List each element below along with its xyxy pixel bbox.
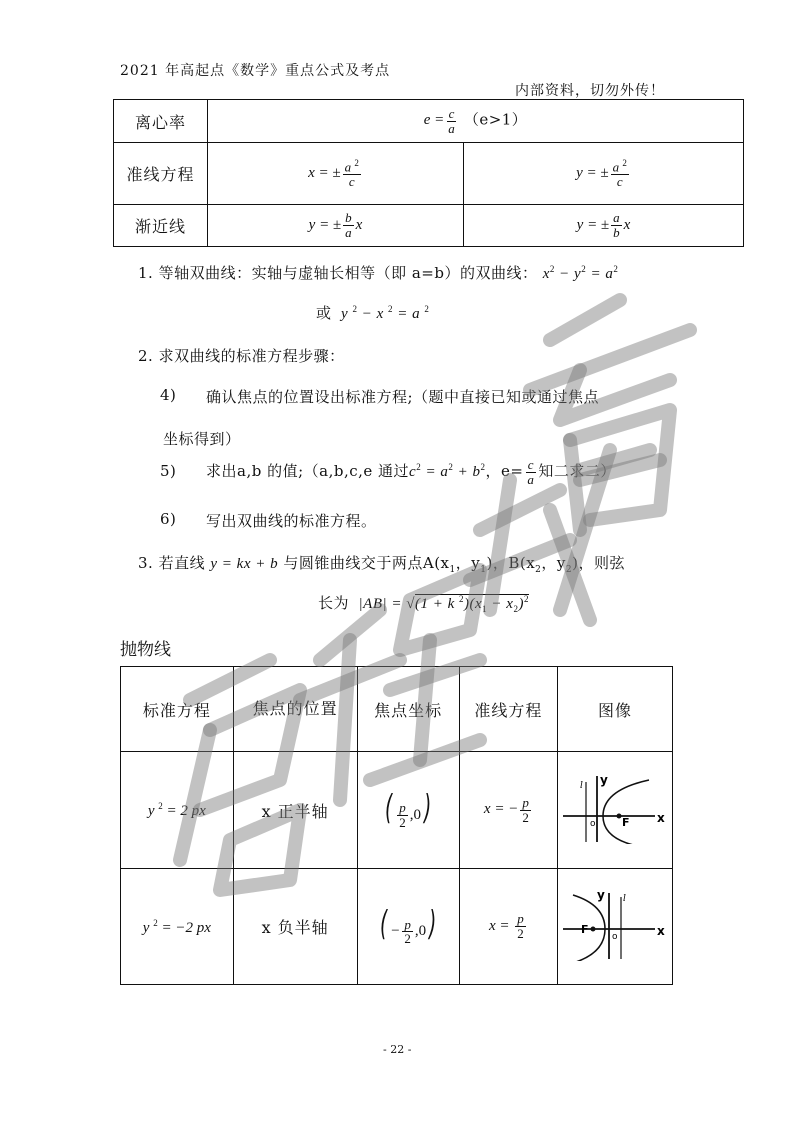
- y-axis-label: y: [597, 888, 605, 902]
- parabola-section-title: 抛物线: [120, 640, 171, 660]
- eccentricity-label: 离心率: [114, 100, 208, 143]
- parabola-row-negative: [121, 869, 673, 985]
- page-number: - 22 -: [383, 1043, 412, 1056]
- directrix-l-label: l: [580, 781, 583, 791]
- eccentricity-formula: e = $\frac{c}{a}$ （e>1）: [208, 100, 744, 143]
- item3-text-b: 与圆锥曲线交于两点A(x: [283, 554, 450, 572]
- item1-text: 1. 等轴双曲线：实轴与虚轴长相等（即 a=b）的双曲线：: [138, 264, 538, 282]
- step4-number: 4): [160, 386, 177, 404]
- header-standard-equation: 标准方程: [121, 667, 234, 752]
- focus-label: F: [581, 922, 589, 936]
- parabola-left-graph: [559, 889, 671, 961]
- standard-equation-steps-title: 2. 求双曲线的标准方程步骤：: [138, 347, 345, 365]
- parabola-header-row: [121, 667, 673, 752]
- confidential-notice: 内部资料，切勿外传！: [515, 83, 665, 99]
- step5-text-b: ，e=: [485, 462, 524, 481]
- equation-positive: y $^2$ = 2 px: [121, 752, 234, 869]
- step5-text-c: 知二求二）: [538, 462, 616, 481]
- chord-length-item: 3. 若直线 y = kx + b 与圆锥曲线交于两点$A(x_1$，$y_1$)，$B(x_2$，$y_2$)，则弦: [138, 554, 625, 575]
- origin-label: o: [590, 819, 596, 829]
- parabola-right-graph: [559, 772, 671, 844]
- step5-number: 5): [160, 462, 177, 480]
- header-directrix: 准线方程: [459, 667, 557, 752]
- graph-positive: [558, 752, 673, 869]
- header-graph: 图像: [558, 667, 673, 752]
- equilateral-alt-formula: 或 y $^2$ − x $^2$ = a $^2$: [316, 304, 430, 322]
- position-negative: x 负半轴: [233, 869, 357, 985]
- directrix-row: [114, 143, 744, 205]
- asymptote-formula-y: y = ± $\frac{a}{b}$ x: [464, 205, 744, 247]
- equation-negative: y $^2$ = −2 px: [121, 869, 234, 985]
- origin-label: o: [612, 931, 618, 942]
- step4-text: 确认焦点的位置设出标准方程;（题中直接已知或通过焦点: [206, 388, 600, 406]
- x-axis-label: x: [657, 923, 665, 938]
- parabola-table: [120, 666, 673, 985]
- step6-text: 写出双曲线的标准方程。: [206, 512, 377, 530]
- item3-text-a: 3. 若直线: [138, 554, 206, 572]
- or-word: 或: [316, 304, 332, 322]
- directrix-label: 准线方程: [114, 143, 208, 205]
- focus-negative: ( − $\frac{p}{2}$ ,0): [357, 869, 459, 985]
- asymptote-label: 渐近线: [114, 205, 208, 247]
- eccentricity-row: [114, 100, 744, 143]
- step4-continued: 坐标得到）: [163, 430, 241, 448]
- header-focus-position: 焦点的位置: [233, 667, 357, 752]
- directrix-formula-y: y = ± $\frac{a ^2}{c}$: [464, 143, 744, 205]
- step6-number: 6): [160, 510, 177, 528]
- y-axis-label: y: [600, 773, 608, 787]
- directrix-l-label: l: [623, 893, 626, 904]
- position-positive: x 正半轴: [233, 752, 357, 869]
- hyperbola-properties-table: [113, 99, 744, 247]
- focus-label: F: [622, 816, 630, 829]
- parabola-row-positive: [121, 752, 673, 869]
- directrix-positive: x = − $\frac{p}{2}$: [459, 752, 557, 869]
- asymptote-row: [114, 205, 744, 247]
- item3-text-f: )，则弦: [572, 554, 625, 572]
- asymptote-formula-x: y = ± $\frac{b}{a}$ x: [208, 205, 464, 247]
- step5-text-a: 求出a,b 的值;（a,b,c,e 通过: [206, 462, 410, 481]
- x-axis-label: x: [657, 811, 665, 825]
- header-focus-coordinates: 焦点坐标: [357, 667, 459, 752]
- directrix-negative: x = $\frac{p}{2}$: [459, 869, 557, 985]
- item3-text-e: ，y: [541, 554, 566, 572]
- step5-text: 求出a,b 的值;（a,b,c,e 通过$c^2 = a^2 + b^2$，e= $\frac{c}{a}$ 知二求二）: [206, 457, 616, 487]
- focus-positive: ( $\frac{p}{2}$ ,0): [357, 752, 459, 869]
- directrix-formula-x: x = ± $\frac{a ^2}{c}$: [208, 143, 464, 205]
- graph-negative: [558, 869, 673, 985]
- item3-text-c: ，y: [455, 554, 481, 572]
- item3-continued: 长为: [318, 594, 350, 612]
- document-title: 2021 年高起点《数学》重点公式及考点: [120, 63, 391, 79]
- item3-text-d: )，B(x: [486, 554, 536, 572]
- eccentricity-note: （e>1）: [463, 110, 528, 129]
- equilateral-hyperbola-item: 1. 等轴双曲线：实轴与虚轴长相等（即 a=b）的双曲线： $x^2 - y^2 = a^2$: [138, 264, 619, 282]
- chord-length-formula: 长为 |AB| = √(1 + k $^2)(x_1 - x_2)^2$: [318, 594, 529, 614]
